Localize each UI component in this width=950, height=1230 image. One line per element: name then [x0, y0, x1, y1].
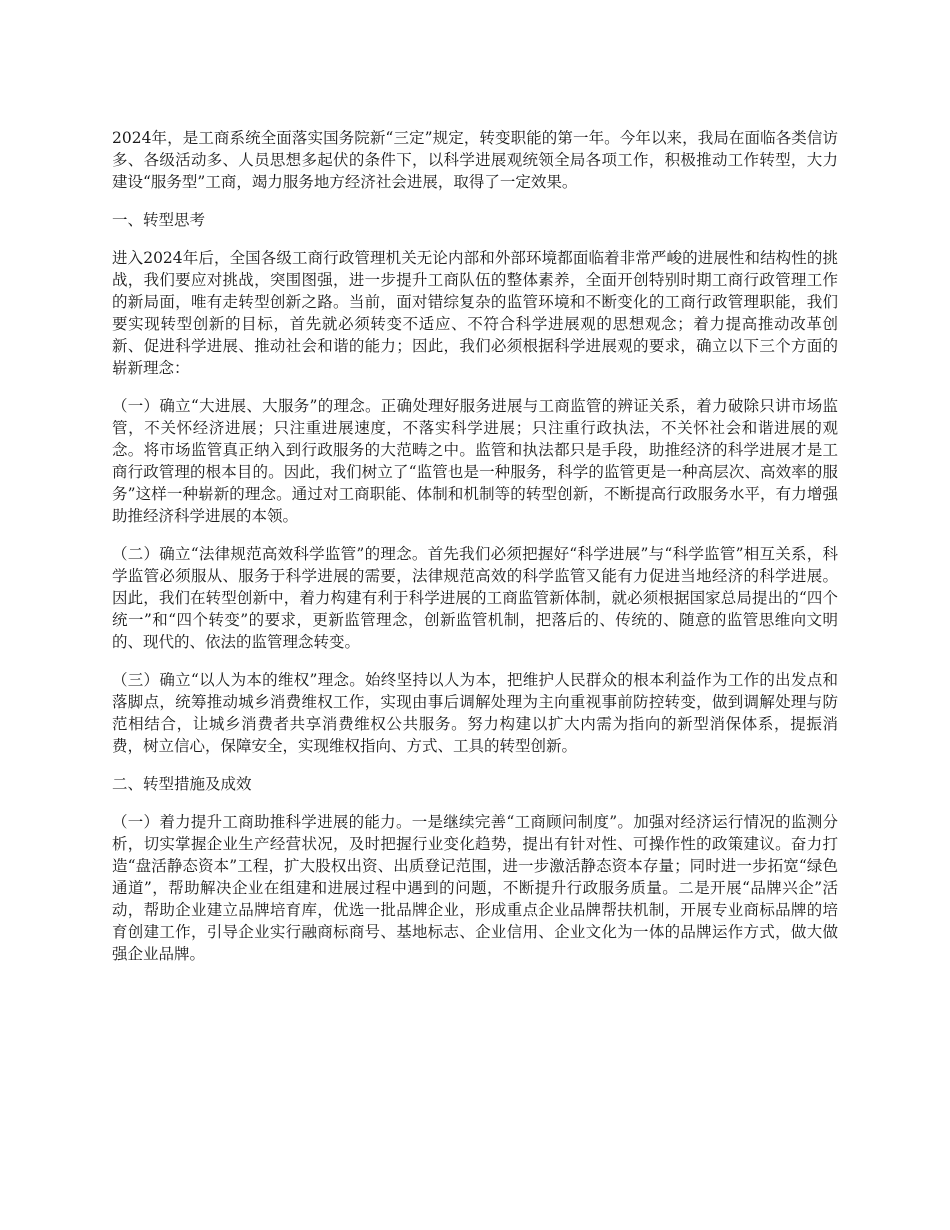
intro-paragraph: 2024年，是工商系统全面落实国务院新“三定”规定，转变职能的第一年。今年以来，我局在面临各类信访多、各级活动多、人员思想多起伏的条件下，以科学进展观统领全局各项工作，积极推动工作转型，大力建设“服务型”工商，竭力服务地方经济社会进展，取得了一定效果。: [112, 129, 838, 191]
paragraph-concept-1: （一）确立“大进展、大服务”的理念。正确处理好服务进展与工商监管的辨证关系，着力破除只讲市场监管，不关怀经济进展；只注重进展速度，不落实科学进展；只注重行政执法，不关怀社会和谐进展的观念。将市场监管真正纳入到行政服务的大范畴之中。监管和执法都只是手段，助推经济的科学进展才是工商行政管理的根本目的。因此，我们树立了“监管也是一种服务，科学的监管更是一种高层次、高效率的服务”这样一种崭新的理念。通过对工商职能、体制和机制等的转型创新，不断提高行政服务水平，有力增强助推经济科学进展的本领。: [112, 397, 838, 525]
paragraph-concept-3: （三）确立“以人为本的维权”理念。始终坚持以人为本，把维护人民群众的根本利益作为工作的出发点和落脚点，统筹推动城乡消费维权工作，实现由事后调解处理为主向重视事前防控转变，做到调解处理与防范相结合，让城乡消费者共享消费维权公共服务。努力构建以扩大内需为指向的新型消保体系，提振消费，树立信心，保障安全，实现维权指向、方式、工具的转型创新。: [112, 671, 838, 755]
section-heading-measures-results: 二、转型措施及成效: [112, 775, 252, 793]
section-heading-transformation-thinking: 一、转型思考: [112, 211, 206, 229]
paragraph-challenges: 进入2024年后，全国各级工商行政管理机关无论内部和外部环境都面临着非常严峻的进展性和结构性的挑战，我们要应对挑战，突围图强，进一步提升工商队伍的整体素养，全面开创特别时期工商行政管理工作的新局面，唯有走转型创新之路。当前，面对错综复杂的监管环境和不断变化的工商行政管理职能，我们要实现转型创新的目标，首先就必须转变不适应、不符合科学进展观的思想观念；着力提高推动改革创新、促进科学进展、推动社会和谐的能力；因此，我们必须根据科学进展观的要求，确立以下三个方面的崭新理念：: [112, 249, 838, 377]
paragraph-measure-1: （一）着力提升工商助推科学进展的能力。一是继续完善“工商顾问制度”。加强对经济运行情况的监测分析，切实掌握企业生产经营状况，及时把握行业变化趋势，提出有针对性、可操作性的政策建议。奋力打造“盘活静态资本”工程，扩大股权出资、出质登记范围，进一步激活静态资本存量；同时进一步拓宽“绿色通道”，帮助解决企业在组建和进展过程中遇到的问题，不断提升行政服务质量。二是开展“品牌兴企”活动，帮助企业建立品牌培育库，优选一批品牌企业，形成重点企业品牌帮扶机制，开展专业商标品牌的培育创建工作，引导企业实行融商标商号、基地标志、企业信用、企业文化为一体的品牌运作方式，做大做强企业品牌。: [112, 813, 838, 963]
paragraph-concept-2: （二）确立“法律规范高效科学监管”的理念。首先我们必须把握好“科学进展”与“科学监管”相互关系，科学监管必须服从、服务于科学进展的需要，法律规范高效的科学监管又能有力促进当地经济的科学进展。因此，我们在转型创新中，着力构建有利于科学进展的工商监管新体制，就必须根据国家总局提出的“四个统一”和“四个转变”的要求，更新监管理念，创新监管机制，把落后的、传统的、随意的监管思维向文明的、现代的、依法的监管理念转变。: [112, 545, 838, 651]
